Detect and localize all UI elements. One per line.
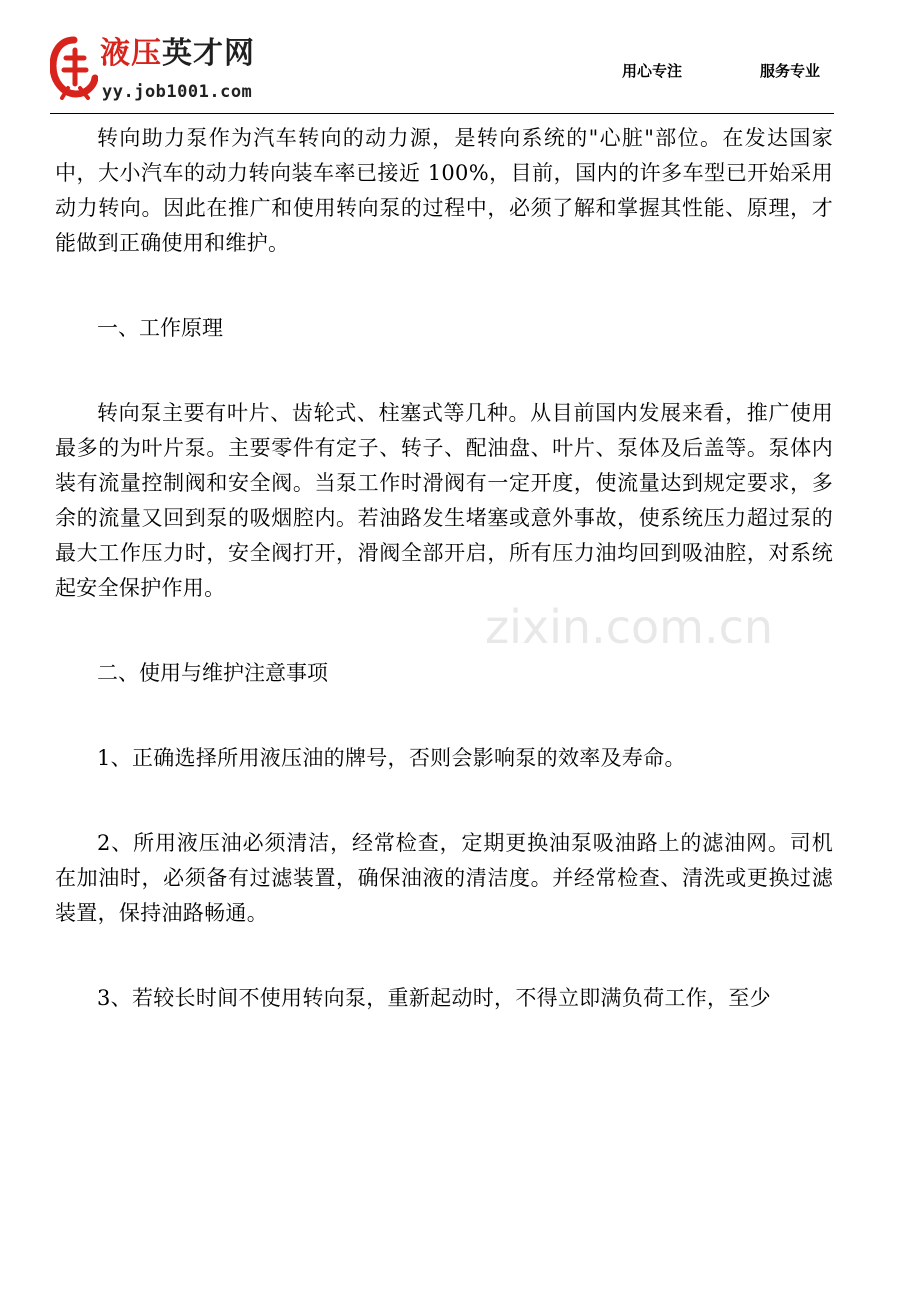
site-logo[interactable] [50,32,290,112]
document-body [55,121,833,1016]
page-header [50,30,834,114]
list-item-3: 3、若较长时间不使用转向泵，重新起动时，不得立即满负荷工作，至少 [97,986,771,1010]
tagline-right: 服务专业 [760,62,821,80]
spacer [55,606,833,656]
logo-title-part1: 液压 [100,36,162,71]
list-item-2: 2、所用液压油必须清洁，经常检查，定期更换油泵吸油路上的滤油网。司机在加油时，必须备有过滤装置，确保油液的清洁度。并经常检查、清洗或更换过滤装置，保持油路畅通。 [55,831,833,925]
section1-heading: 一、工作原理 [97,316,223,340]
logo-title [100,36,255,72]
spacer [55,691,833,741]
spacer [55,931,833,981]
intro-paragraph: 转向助力泵作为汽车转向的动力源，是转向系统的"心脏"部位。在发达国家中，大小汽车的动力转向装车率已接近 100%，目前，国内的许多车型已开始采用动力转向。因此在推广和使用转向泵的过程中，必须了解和掌握其性能、原理，才能做到正确使用和维护。 [55,126,833,255]
spacer [55,346,833,396]
watermark: zixin.com.cn [485,600,774,654]
tagline-left: 用心专注 [622,62,683,80]
header-divider [50,113,834,114]
logo-mark-icon [50,36,98,100]
section2-heading: 二、使用与维护注意事项 [97,661,328,685]
list-item-1: 1、正确选择所用液压油的牌号，否则会影响泵的效率及寿命。 [97,746,686,770]
section1-paragraph: 转向泵主要有叶片、齿轮式、柱塞式等几种。从目前国内发展来看，推广使用最多的为叶片泵。主要零件有定子、转子、配油盘、叶片、泵体及后盖等。泵体内装有流量控制阀和安全阀。当泵工作时滑阀有一定开度，使流量达到规定要求，多余的流量又回到泵的吸烟腔内。若油路发生堵塞或意外事故，使系统压力超过泵的最大工作压力时，安全阀打开，滑阀全部开启，所有压力油均回到吸油腔，对系统起安全保护作用。 [55,401,833,600]
spacer [55,261,833,311]
spacer [55,776,833,826]
logo-url: yy.job1001.com [102,82,253,102]
logo-title-part2: 英才网 [162,36,255,71]
